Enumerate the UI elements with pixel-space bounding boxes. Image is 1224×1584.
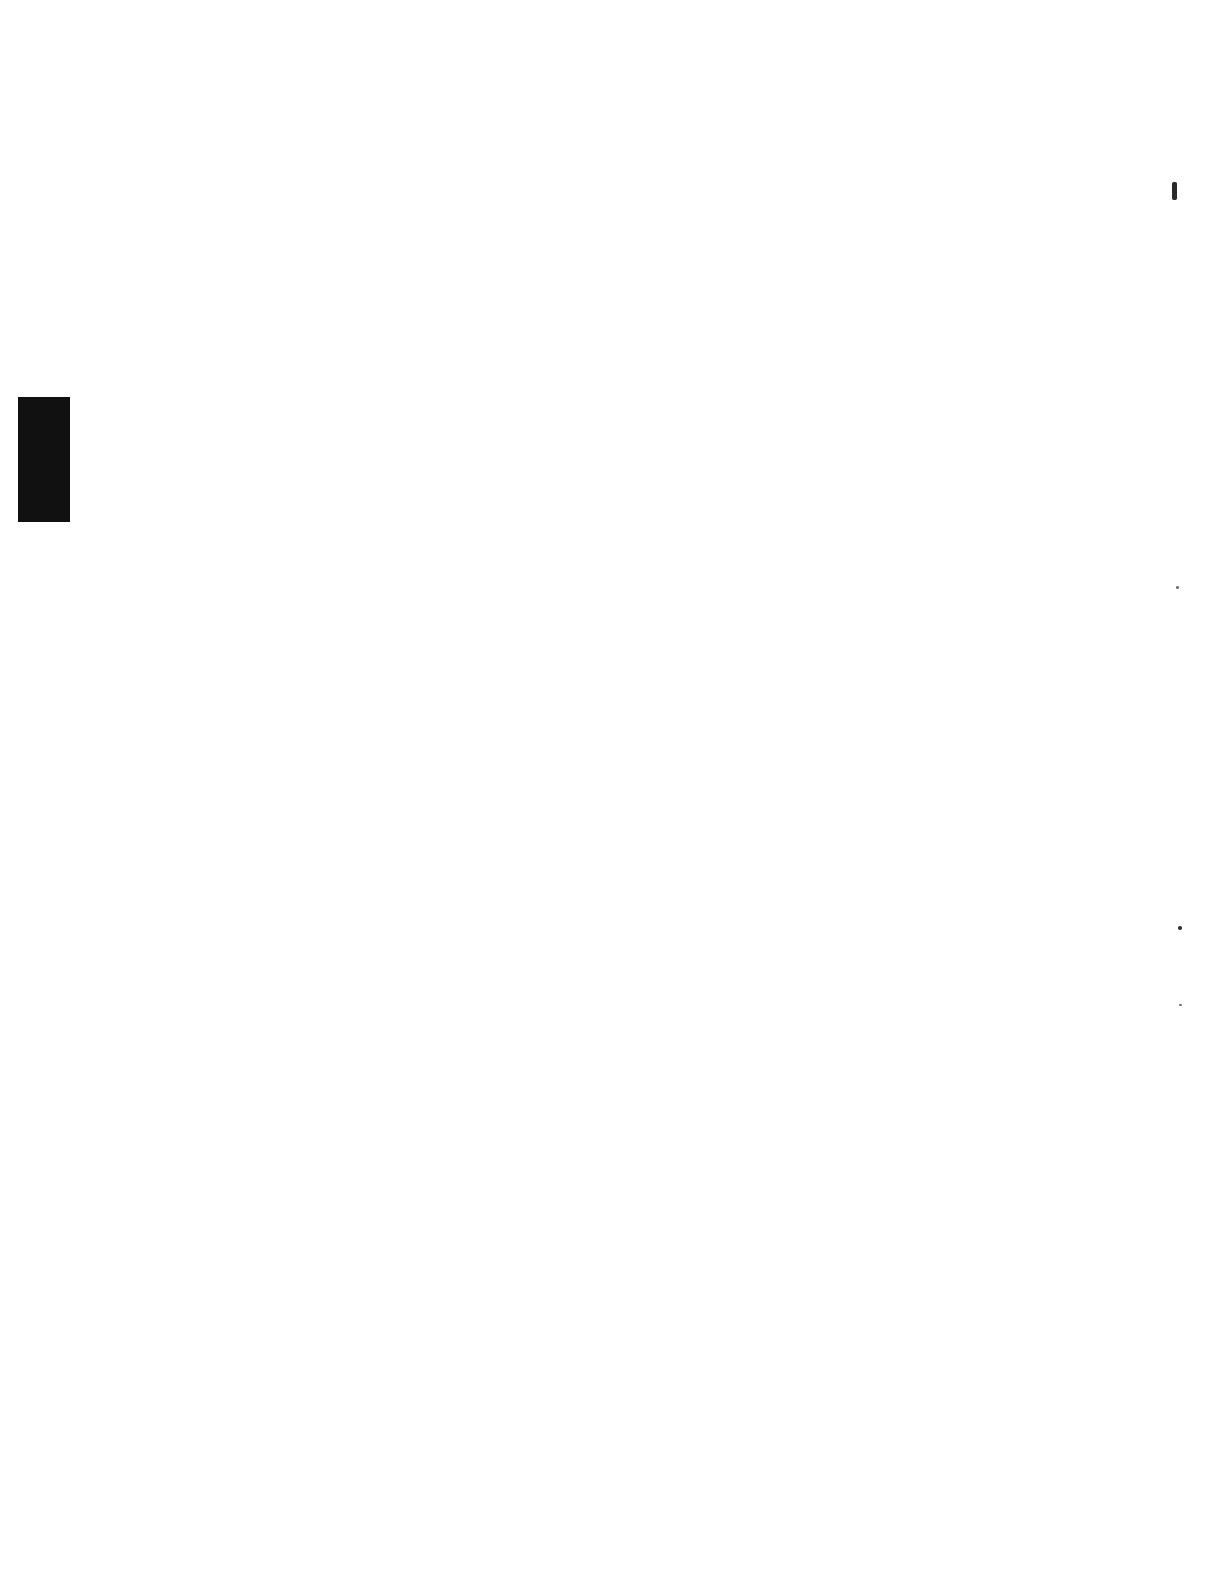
- margin-speck: [1179, 1004, 1182, 1006]
- margin-speck: [1178, 926, 1182, 930]
- section-tab: [18, 397, 70, 522]
- margin-speck: [1176, 586, 1179, 589]
- margin-mark: [1172, 182, 1177, 200]
